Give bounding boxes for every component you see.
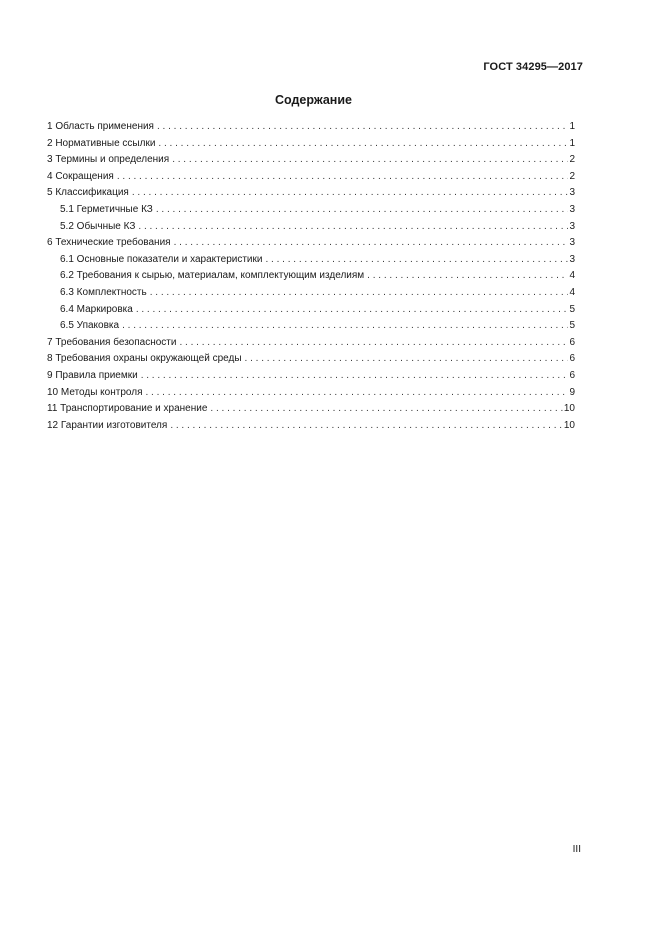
- toc-entry[interactable]: [47, 136, 575, 153]
- toc-dot-leader: [138, 219, 568, 236]
- toc-dot-leader: [158, 136, 568, 153]
- toc-entry-label: 5 Классификация: [47, 187, 129, 199]
- toc-entry-label: 4 Сокращения: [47, 170, 114, 182]
- toc-dot-leader: [245, 351, 569, 368]
- toc-entry-page: 3: [569, 237, 575, 249]
- toc-entry-page: 3: [569, 220, 575, 232]
- toc-dot-leader: [367, 268, 568, 285]
- page-number: III: [572, 844, 581, 855]
- toc-entry-label: 6.3 Комплектность: [60, 286, 147, 298]
- toc-dot-leader: [170, 418, 563, 435]
- toc-dot-leader: [174, 235, 569, 252]
- toc-entry[interactable]: [47, 169, 575, 186]
- toc-entry-label: 6.4 Маркировка: [60, 303, 133, 315]
- toc-entry[interactable]: [47, 335, 575, 352]
- toc-entry-page: 6: [569, 353, 575, 365]
- toc-title: Содержание: [274, 93, 352, 107]
- toc-entry[interactable]: [47, 318, 575, 335]
- toc-entry-page: 2: [569, 170, 575, 182]
- toc-entry[interactable]: [47, 268, 575, 285]
- toc-entry-page: 1: [569, 137, 575, 149]
- toc-entry-label: 1 Область применения: [47, 121, 154, 132]
- toc-entry-label: 5.1 Герметичные КЗ: [60, 203, 153, 215]
- toc-dot-leader: [156, 202, 569, 219]
- toc-dot-leader: [172, 152, 568, 169]
- toc-entry-page: 1: [569, 121, 575, 132]
- toc-entry-label: 5.2 Обычные КЗ: [60, 220, 136, 232]
- toc-entry-label: 7 Требования безопасности: [47, 336, 177, 348]
- toc-entry[interactable]: [47, 152, 575, 169]
- document-code: ГОСТ 34295—2017: [483, 61, 583, 73]
- toc-entry-page: 6: [569, 369, 575, 381]
- toc-entry-page: 9: [569, 386, 575, 398]
- toc-entry[interactable]: [47, 368, 575, 385]
- toc-entry[interactable]: [47, 202, 575, 219]
- toc-entry-page: 3: [569, 187, 575, 199]
- toc-entry-label: 10 Методы контроля: [47, 386, 143, 398]
- toc-entry-page: 4: [569, 270, 575, 282]
- toc-entry[interactable]: [47, 401, 575, 418]
- toc-entry-page: 5: [569, 303, 575, 315]
- toc-dot-leader: [136, 302, 569, 319]
- toc-entry-page: 5: [569, 320, 575, 332]
- toc-entry-label: 2 Нормативные ссылки: [47, 137, 156, 149]
- toc-dot-leader: [150, 285, 569, 302]
- toc-entry[interactable]: [47, 252, 575, 269]
- toc-entry-label: 3 Термины и определения: [47, 154, 170, 166]
- toc-entry-page: 2: [569, 154, 575, 166]
- toc-entry[interactable]: [47, 119, 575, 136]
- toc-dot-leader: [146, 385, 569, 402]
- toc-entry-page: 4: [569, 286, 575, 298]
- toc-entry-page: 10: [563, 419, 575, 431]
- toc-entry-page: 3: [569, 203, 575, 215]
- toc-entry[interactable]: [47, 418, 575, 435]
- toc-dot-leader: [210, 401, 562, 418]
- toc-dot-leader: [117, 169, 569, 186]
- toc-entry-page: 3: [569, 253, 575, 265]
- toc-entry[interactable]: [47, 219, 575, 236]
- toc-dot-leader: [141, 368, 569, 385]
- toc-entry-label: 6.5 Упаковка: [60, 320, 120, 332]
- toc-entry-page: 6: [569, 336, 575, 348]
- toc-dot-leader: [157, 119, 568, 136]
- toc-entry-page: 10: [563, 403, 575, 415]
- table-of-contents: [47, 119, 575, 434]
- toc-entry-label: 6 Технические требования: [47, 237, 171, 249]
- toc-entry-label: 8 Требования охраны окружающей среды: [47, 353, 242, 365]
- toc-entry-label: 12 Гарантии изготовителя: [47, 419, 168, 431]
- toc-dot-leader: [179, 335, 568, 352]
- toc-entry-label: 9 Правила приемки: [47, 369, 138, 381]
- toc-entry[interactable]: [47, 185, 575, 202]
- toc-entry[interactable]: [47, 302, 575, 319]
- toc-entry[interactable]: [47, 351, 575, 368]
- toc-entry[interactable]: [47, 385, 575, 402]
- toc-entry[interactable]: [47, 235, 575, 252]
- toc-entry[interactable]: [47, 285, 575, 302]
- toc-entry-label: 11 Транспортирование и хранение: [47, 403, 208, 415]
- toc-entry-label: 6.2 Требования к сырью, материалам, комплектующим изделиям: [60, 270, 365, 282]
- toc-dot-leader: [122, 318, 568, 335]
- toc-dot-leader: [265, 252, 568, 269]
- toc-entry-label: 6.1 Основные показатели и характеристики: [60, 253, 263, 265]
- toc-dot-leader: [132, 185, 569, 202]
